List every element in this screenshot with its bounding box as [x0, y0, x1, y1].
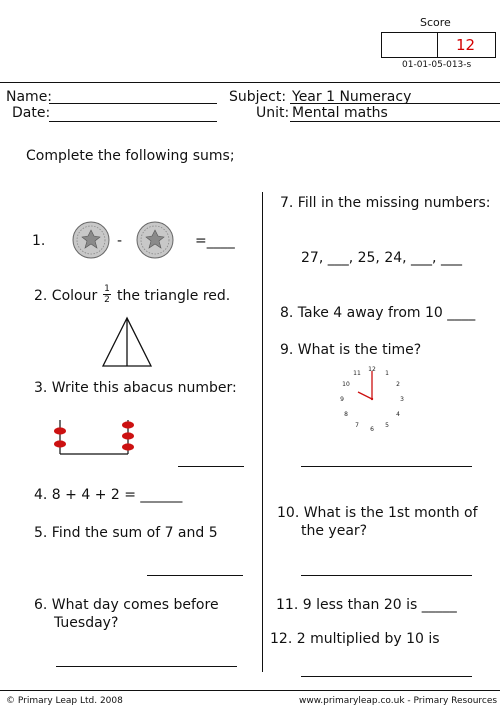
q12-text: 12. 2 multiplied by 10 is [270, 631, 440, 647]
q1-minus: - [117, 233, 123, 249]
coin-icon-2 [136, 221, 174, 259]
q2-fraction [103, 284, 111, 305]
clock-number: 11 [353, 370, 361, 377]
clock-number: 1 [385, 370, 389, 377]
q3-answer-line[interactable] [178, 466, 244, 467]
clock-number: 4 [396, 411, 400, 418]
clock-number: 7 [355, 422, 359, 429]
abacus-bead [54, 440, 66, 447]
clock-center [371, 398, 373, 400]
q9-answer-line[interactable] [301, 466, 472, 467]
abacus-bead [122, 432, 134, 439]
subject-underline [290, 103, 500, 104]
clock-face [335, 362, 409, 436]
abacus-bead [54, 427, 66, 434]
q10-line-2: the year? [301, 523, 368, 539]
column-divider [262, 192, 263, 672]
coin-icon-1 [72, 221, 110, 259]
clock-number: 12 [368, 366, 376, 373]
q3-text: 3. Write this abacus number: [34, 380, 237, 396]
q2-fraction-num: 1 [104, 284, 110, 294]
q11-text[interactable]: 11. 9 less than 20 is _____ [276, 597, 457, 613]
q10-answer-line[interactable] [301, 575, 472, 576]
triangle-shape[interactable] [101, 316, 153, 368]
clock-minute-hand [358, 392, 372, 399]
score-label: Score [420, 16, 451, 29]
q12-answer-line[interactable] [301, 676, 472, 677]
clock-number: 2 [396, 381, 400, 388]
clock-number: 9 [340, 396, 344, 403]
subject-label: Subject: [229, 89, 287, 105]
q8-text[interactable]: 8. Take 4 away from 10 ____ [280, 305, 476, 321]
q7-text: 7. Fill in the missing numbers: [280, 195, 491, 211]
q1-answer[interactable]: =____ [195, 233, 235, 249]
worksheet-code: 01-01-05-013-s [402, 60, 472, 70]
clock-number: 10 [342, 381, 350, 388]
q6-line-2: Tuesday? [54, 615, 119, 631]
score-divider [437, 33, 438, 57]
q2-fraction-den: 2 [104, 295, 110, 305]
unit-label: Unit: [256, 105, 290, 121]
instruction-text: Complete the following sums; [26, 148, 235, 164]
q7-sequence[interactable]: 27, ___, 25, 24, ___, ___ [301, 250, 462, 266]
abacus-bead [122, 443, 134, 450]
q9-text: 9. What is the time? [280, 342, 422, 358]
date-label: Date: [12, 105, 51, 121]
abacus-diagram [50, 416, 140, 460]
unit-value: Mental maths [292, 105, 388, 121]
score-box [381, 32, 496, 58]
subject-value: Year 1 Numeracy [292, 89, 412, 105]
q10-line-1: 10. What is the 1st month of [277, 505, 478, 521]
clock-number: 3 [400, 396, 404, 403]
clock-number: 6 [370, 426, 374, 433]
abacus-bead [122, 421, 134, 428]
date-field[interactable] [49, 121, 217, 122]
name-label: Name: [6, 89, 53, 105]
unit-underline [290, 121, 500, 122]
q5-answer-line[interactable] [147, 575, 243, 576]
q2-text-2: the triangle red. [117, 288, 231, 304]
q6-line-1: 6. What day comes before [34, 597, 219, 613]
q4-text[interactable]: 4. 8 + 4 + 2 = ______ [34, 487, 183, 503]
score-value: 12 [456, 36, 476, 54]
q1-number: 1. [32, 233, 46, 249]
header-top-rule [0, 82, 500, 83]
name-field[interactable] [49, 103, 217, 104]
clock-number: 8 [344, 411, 348, 418]
footer-rule [0, 690, 500, 691]
q5-text: 5. Find the sum of 7 and 5 [34, 525, 218, 541]
q6-answer-line[interactable] [56, 666, 237, 667]
footer-copyright: © Primary Leap Ltd. 2008 [6, 696, 123, 706]
clock-number: 5 [385, 422, 389, 429]
footer-website: www.primaryleap.co.uk - Primary Resources [299, 696, 498, 706]
q2-text: 2. Colour [34, 288, 98, 304]
